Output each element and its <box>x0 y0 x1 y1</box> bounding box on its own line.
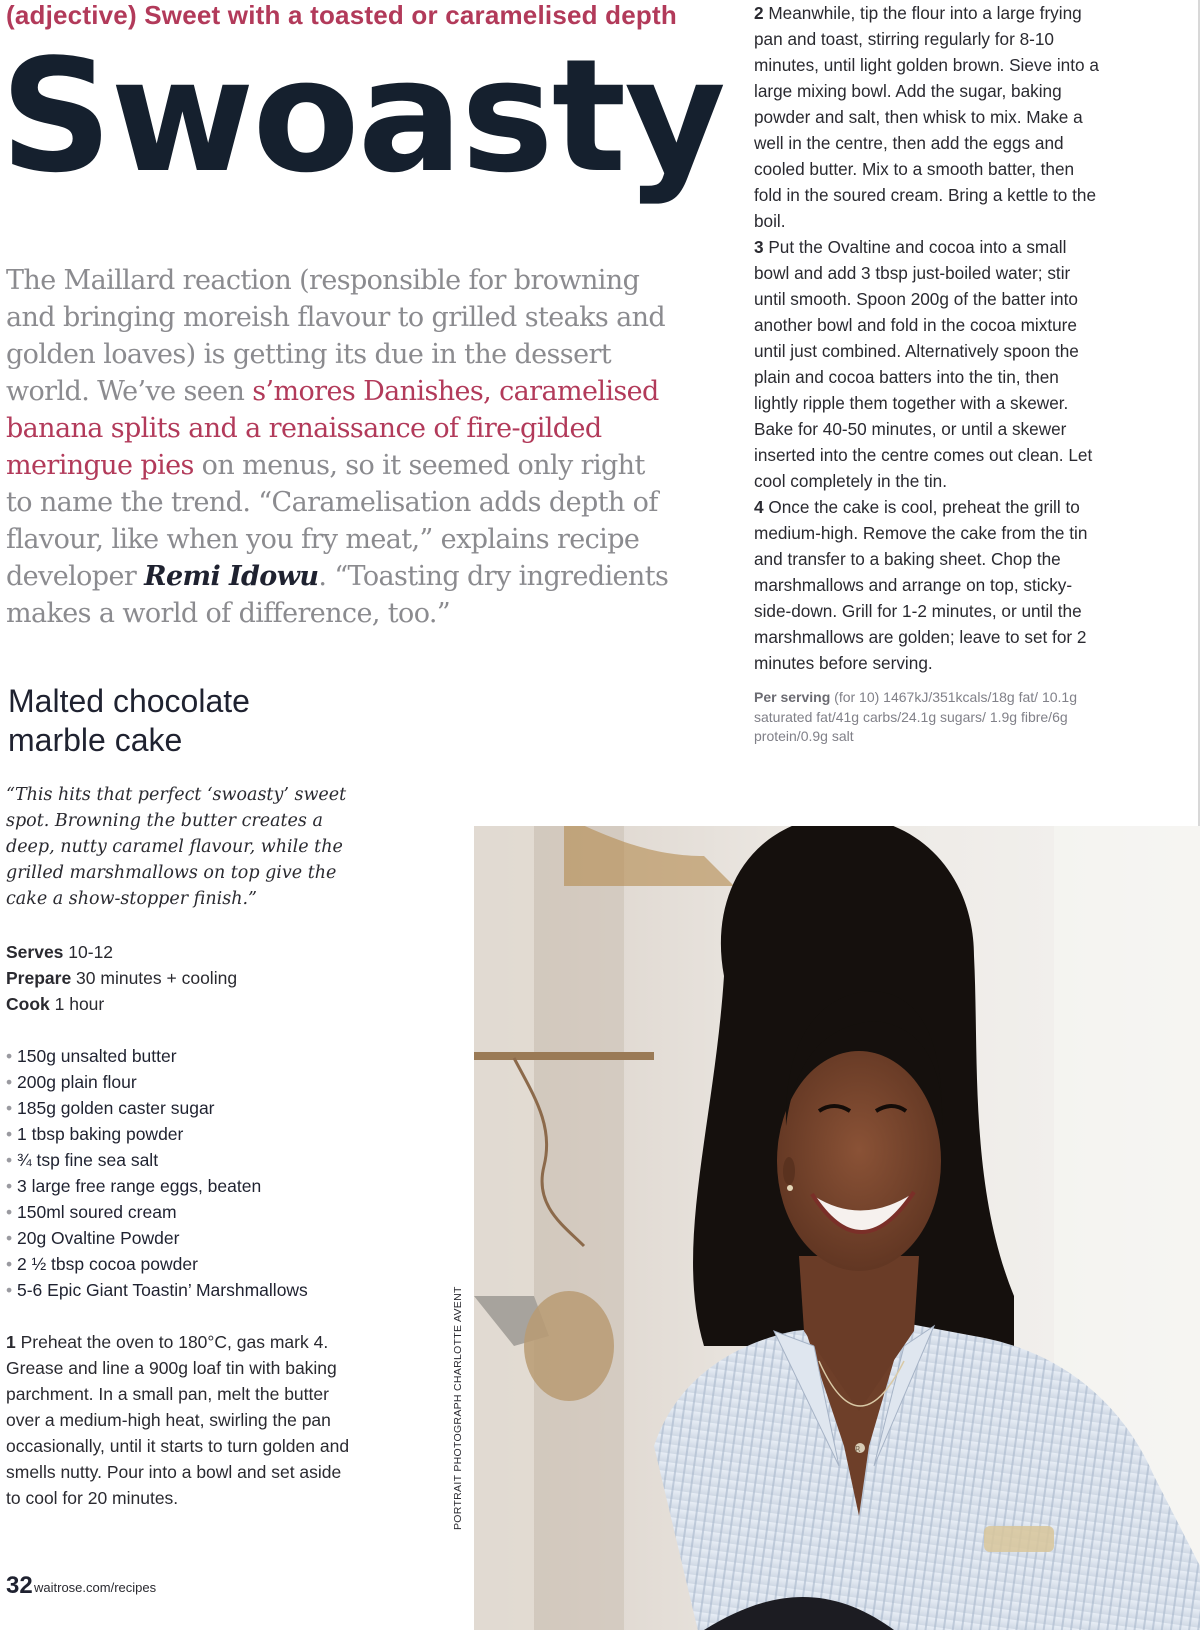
cook-row <box>6 991 346 1017</box>
recipe-meta <box>6 939 346 1017</box>
ingredient-item: • 5-6 Epic Giant Toastin’ Marshmallows <box>6 1277 351 1303</box>
recipe-quote: “This hits that perfect ‘swoasty’ sweet spot. Browning the butter creates a deep, nutty caramel flavour, while the grilled marshmallows on top give the cake a show-stopper finish.” <box>6 785 347 909</box>
nutrition-values: (for 10) 1467kJ/351kcals/18g fat/ 10.1g saturated fat/41g carbs/24.1g sugars/ 1.9g fibre/6g protein/0.9g salt <box>754 689 1077 744</box>
ingredient-item: • 20g Ovaltine Powder <box>6 1225 351 1251</box>
method-step-3 <box>754 234 1104 494</box>
step-text: Meanwhile, tip the flour into a large frying pan and toast, stirring regularly for 8-10 minutes, until light golden brown. Sieve into a large mixing bowl. Add the sugar, baking powder and salt, then whisk to mix. Make a well in the centre, then add the eggs and cooled butter. Mix to a smooth batter, then fold in the soured cream. Bring a kettle to the boil. <box>754 3 1099 231</box>
ingredient-item: • 3 large free range eggs, beaten <box>6 1173 351 1199</box>
step-number: 3 <box>754 237 764 257</box>
page-title: Swoasty <box>0 25 725 207</box>
ingredient-item: • 150g unsalted butter <box>6 1043 351 1069</box>
intro-text-2: on menus, so it seemed only right to name the trend. “Caramelisation adds depth of flavour, like when you fry meat,” explains recipe developer <box>6 450 658 592</box>
photo-credit: PORTRAIT PHOTOGRAPH CHARLOTTE AVENT <box>452 1286 464 1530</box>
intro-text-3: . “Toasting dry ingredients makes a world of difference, too.” <box>6 561 669 629</box>
pendant-letter: R <box>855 1445 861 1454</box>
kicker-definition: (adjective) Sweet with a toasted or caramelised depth <box>6 0 677 30</box>
step-number: 2 <box>754 3 764 23</box>
recipe-title-line-2: marble cake <box>8 722 183 758</box>
page-number: 32 <box>6 1572 33 1599</box>
step-number: 1 <box>6 1332 16 1352</box>
ingredient-item: • 2 ½ tbsp cocoa powder <box>6 1251 351 1277</box>
serves-value: 10-12 <box>63 942 114 962</box>
ingredient-list <box>6 1043 351 1303</box>
method-step-2 <box>754 0 1104 234</box>
serves-label: Serves <box>6 942 64 962</box>
portrait-photo <box>474 826 1200 1630</box>
method-step-1 <box>6 1329 351 1511</box>
prepare-row <box>6 965 346 991</box>
ingredient-item: • ¾ tsp fine sea salt <box>6 1147 351 1173</box>
step-text: Put the Ovaltine and cocoa into a small bowl and add 3 tbsp just-boiled water; stir until smooth. Spoon 200g of the batter into another bowl and fold in the cocoa mixture until just combined. Alternatively spoon the plain and cocoa batters into the tin, then lightly ripple them together with a skewer. Bake for 40-50 minutes, or until a skewer inserted into the centre comes out clean. Let cool completely in the tin. <box>754 237 1093 491</box>
recipe-title-line-1: Malted chocolate <box>8 683 250 719</box>
step-text: Once the cake is cool, preheat the grill to medium-high. Remove the cake from the tin and transfer to a baking sheet. Chop the marshmallows and arrange on top, sticky-side-down. Grill for 1-2 minutes, or until the marshmallows are golden; leave to set for 2 minutes before serving. <box>754 497 1088 673</box>
ingredient-item: • 200g plain flour <box>6 1069 351 1095</box>
step-text: Preheat the oven to 180°C, gas mark 4. Grease and line a 900g loaf tin with baking parchment. In a small pan, melt the butter over a medium-high heat, swirling the pan occasionally, until it starts to turn golden and smells nutty. Pour into a bowl and set aside to cool for 20 minutes. <box>6 1332 350 1508</box>
method-step-4 <box>754 494 1104 676</box>
cook-label: Cook <box>6 994 50 1014</box>
nutrition-info <box>754 688 1084 747</box>
intro-text-1: The Maillard reaction (responsible for browning and bringing moreish flavour to grilled steaks and golden loaves) is getting its due in the dessert world. We’ve seen <box>6 265 666 407</box>
recipe-title <box>8 682 348 760</box>
footer-url[interactable]: waitrose.com/recipes <box>34 1580 157 1595</box>
intro-paragraph <box>6 262 678 632</box>
ingredient-item: • 1 tbsp baking powder <box>6 1121 351 1147</box>
cook-value: 1 hour <box>49 994 105 1014</box>
ingredient-item: • 150ml soured cream <box>6 1199 351 1225</box>
intro-name: Remi Idowu <box>144 561 319 592</box>
nutrition-label: Per serving <box>754 689 831 705</box>
step-number: 4 <box>754 497 764 517</box>
intro-highlight: s’mores Danishes, caramelised banana splits and a renaissance of fire-gilded meringue pies <box>6 376 659 481</box>
method-steps <box>754 0 1104 676</box>
prepare-value: 30 minutes + cooling <box>71 968 238 988</box>
serves-row <box>6 939 346 965</box>
prepare-label: Prepare <box>6 968 72 988</box>
ingredient-item: • 185g golden caster sugar <box>6 1095 351 1121</box>
